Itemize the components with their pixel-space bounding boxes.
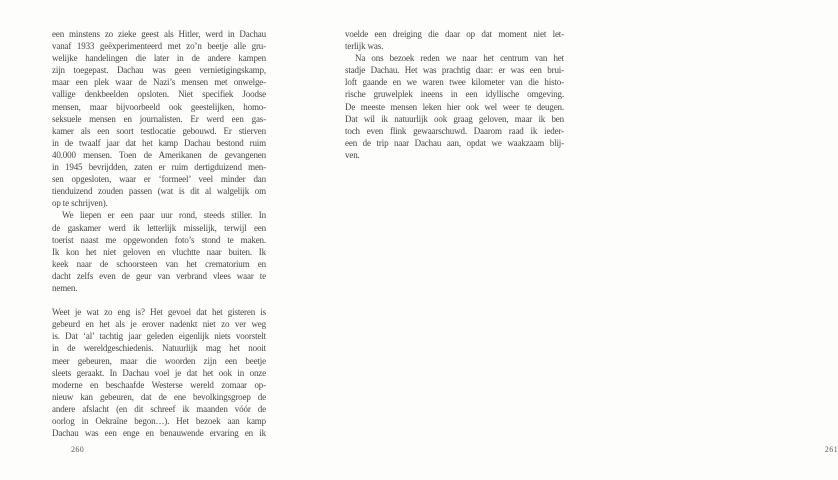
text-line: een de trip naar Dachau aan, opdat we waakzaam blij- (345, 137, 564, 148)
text-line: in de wereldgeschiedenis. Natuurlijk mag het nooit (52, 343, 266, 354)
page-number-left: 260 (71, 445, 85, 454)
paragraph-gap (52, 294, 266, 306)
text-line: stadje Dachau. Het was prachtig daar: er was een brui- (345, 65, 564, 76)
text-line: We liepen er een paar uur rond, steeds stiller. In (62, 210, 266, 221)
text-line: sen opgesloten, waar er ‘formeel’ veel minder dan (52, 174, 266, 185)
text-line: kamer als een soort testlocatie gebouwd. Er stierven (52, 125, 266, 136)
page-number-right: 261 (824, 445, 838, 454)
text-line: keek naar de schoorsteen van het crematorium en (52, 258, 266, 269)
text-line: op te schrijven). (52, 198, 108, 209)
text-line: dacht zelfs even de geur van verbrand vlees waar te (52, 270, 266, 281)
text-line: in 1945 bevrijdden, zaten er ruim dertigduizend men- (52, 162, 266, 173)
text-line: mensen, maar bijvoorbeeld ook geestelijken, homo- (52, 101, 266, 112)
text-line: oorlog in Oekraïne begon…). Het bezoek aan kamp (52, 416, 266, 426)
text-line: seksuele mensen en journalisten. Er werd een gas- (52, 113, 266, 124)
text-line: Dat wil ik natuurlijk ook graag geloven, maar ik ben (345, 113, 564, 124)
text-line: ven. (345, 149, 360, 160)
text-line: is. Dat ‘al’ tachtig jaar geleden eigenlijk niets voorstelt (52, 331, 266, 342)
text-line: Na ons bezoek reden we naar het centrum van het (355, 53, 564, 64)
text-line: nemen. (52, 282, 78, 293)
text-line: andere afslacht (en dit schreef ik maanden vóór de (52, 403, 266, 414)
text-line: een minstens zo zieke geest als Hitler, werd in Dachau (52, 29, 266, 39)
text-line: vanaf 1933 geëxperimenteerd met zo’n beetje alle gru- (52, 41, 266, 52)
book-page-left (0, 0, 300, 480)
book-page-right (300, 0, 838, 480)
text-line: sleets geraakt. In Dachau voel je dat het ook in onze (52, 367, 266, 378)
page-right-text-column (345, 28, 564, 161)
text-line: terlijk was. (345, 41, 384, 52)
text-line: welijke handelingen die later in de andere kampen (52, 53, 266, 64)
text-line: 40.000 mensen. Toen de Amerikanen de gevangenen (52, 149, 266, 160)
text-line: loft gaande en we waren twee kilometer van die histo- (345, 77, 564, 88)
text-line: Weet je wat zo eng is? Het gevoel dat het gisteren is (52, 307, 266, 318)
text-line: nieuw kan gebeuren, dat de ene bevolkingsgroep de (52, 391, 266, 402)
text-line: in de twaalf jaar dat het kamp Dachau bestond ruim (52, 137, 266, 148)
text-line: De meeste mensen leken hier ook wel weer te deugen. (345, 101, 564, 112)
text-line: tienduizend zouden passen (wat is dit al walgelijk om (52, 186, 266, 197)
page-left-text-column (52, 28, 266, 439)
text-line: vallige denkbeelden opsloten. Niet specifiek Joodse (52, 89, 266, 100)
text-line: Ik kon het niet geloven en vluchtte naar buiten. Ik (52, 246, 266, 257)
text-line: rische gruwelplek ineens in een idyllische omgeving. (345, 89, 564, 100)
text-line: toch even flink gewaarschuwd. Daarom raad ik ieder- (345, 125, 564, 136)
text-line: zijn toegepast. Dachau was geen vernietigingskamp, (52, 65, 266, 76)
text-line: moderne en beschaafde Westerse wereld zomaar op- (52, 379, 266, 390)
text-line: toerist naast me opgewonden foto’s stond te maken. (52, 234, 266, 245)
text-line: de gaskamer werd ik letterlijk misselijk, terwijl een (52, 222, 266, 233)
text-line: Dachau was een enge en benauwende ervaring en ik (52, 428, 266, 439)
text-line: gebeurd en het als je erover nadenkt niet zo ver weg (52, 319, 266, 330)
text-line: maar een plek waar de Nazi’s mensen met onwelge- (52, 77, 266, 88)
text-line: meer gebeuren, maar die woorden zijn een beetje (52, 355, 266, 366)
text-line: voelde een dreiging die daar op dat moment niet let- (345, 29, 564, 39)
